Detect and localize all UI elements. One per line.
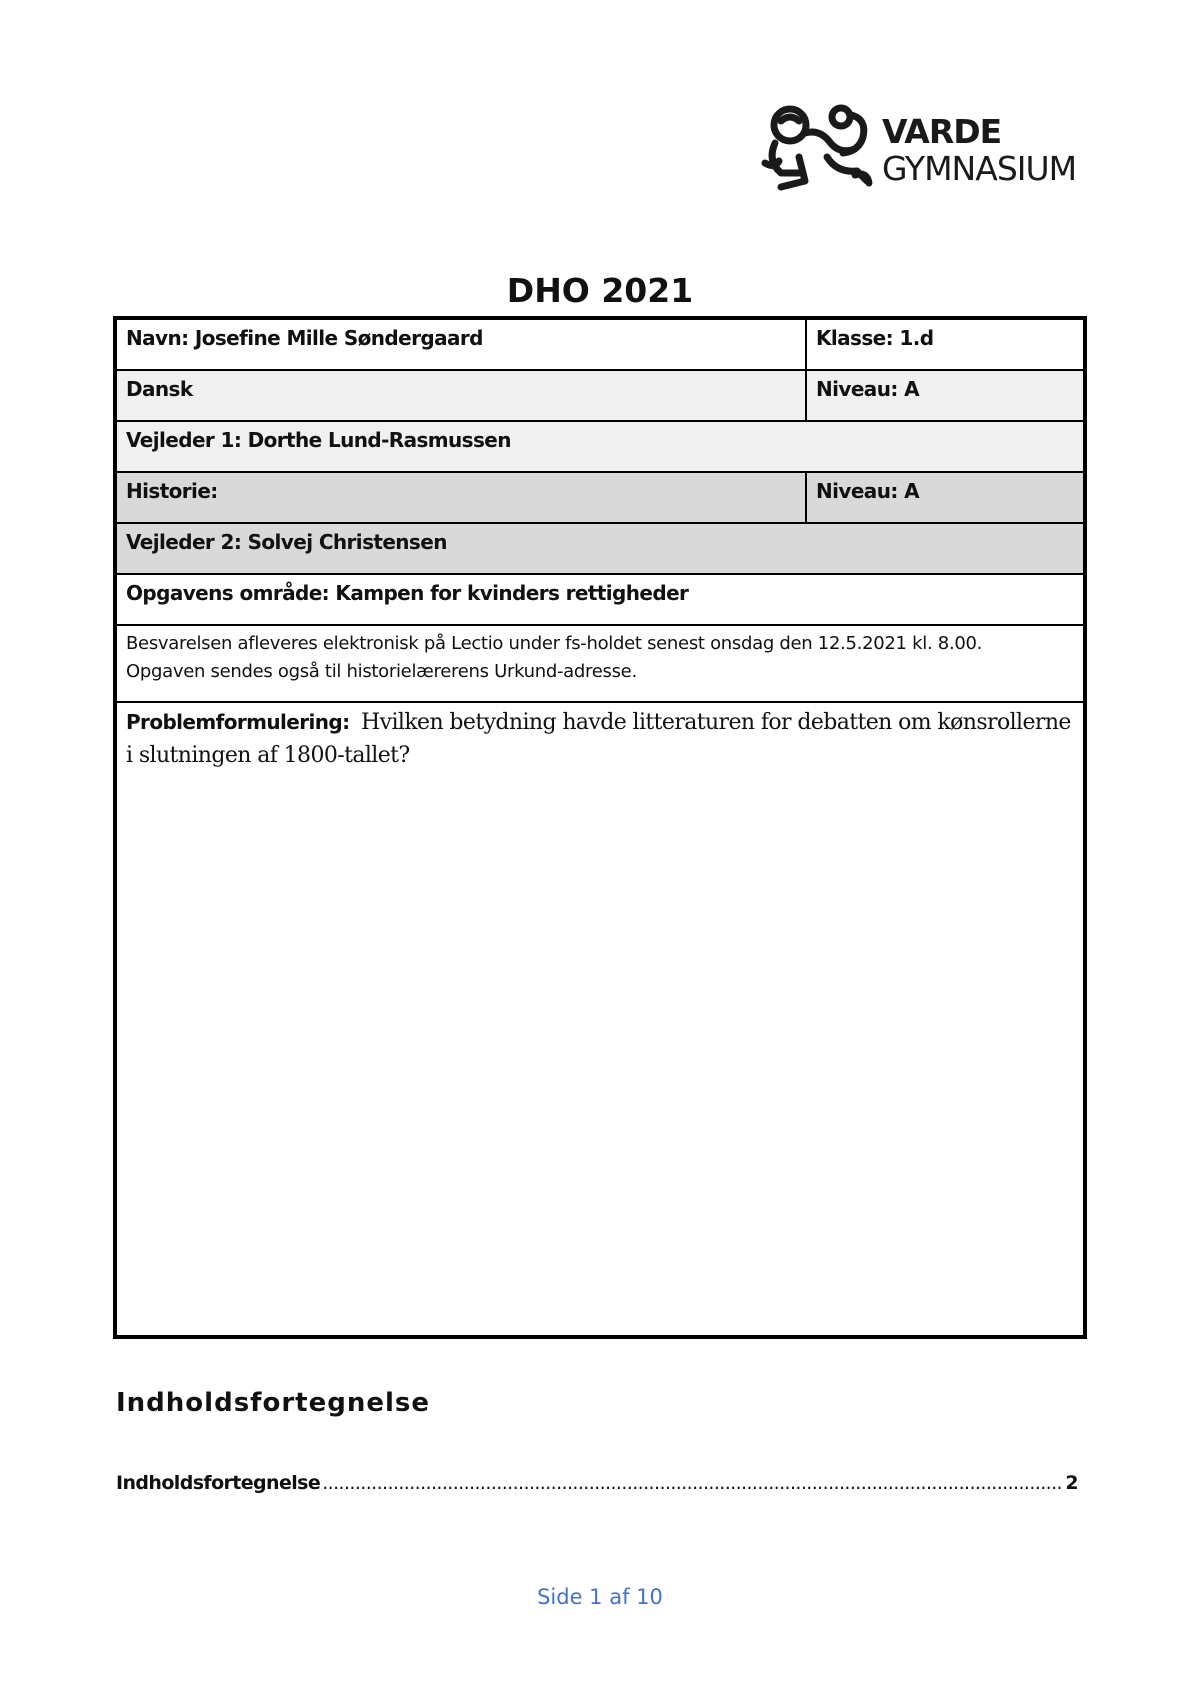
- row-advisor-1: [117, 422, 1083, 473]
- logo-wordmark: [882, 112, 1077, 188]
- row-problem: [117, 703, 1083, 1335]
- row-notice: [117, 626, 1083, 703]
- row-advisor-2: [117, 524, 1083, 575]
- submission-notice: [117, 626, 1083, 701]
- problem-label: Problemformulering:: [126, 710, 350, 734]
- notice-line-1: Besvarelsen afleveres elektronisk på Lectio under fs-holdet senest onsdag den 12.5.2021 kl. 8.00.: [126, 633, 983, 654]
- row-name: [117, 320, 1083, 371]
- problem-text: Hvilken betydning havde litteraturen for debatten om kønsrollerne i slutningen af 1800-tallet?: [126, 710, 1071, 768]
- assignment-area: Opgavens område: Kampen for kvinders rettigheder: [126, 581, 689, 605]
- toc-leader: [322, 1472, 1063, 1494]
- advisor-1: Vejleder 1: Dorthe Lund-Rasmussen: [126, 428, 511, 452]
- subject-1: Dansk: [126, 377, 193, 401]
- problem-statement: [117, 703, 1083, 1335]
- student-class: Klasse: 1.d: [805, 320, 1083, 369]
- lion-icon: [755, 101, 880, 199]
- assignment-form-table: [113, 316, 1087, 1339]
- logo-line-1: VARDE: [882, 112, 1002, 151]
- toc-entry[interactable]: [116, 1472, 1078, 1494]
- row-subject-2: [117, 473, 1083, 524]
- notice-line-2: Opgaven sendes også til historielærerens Urkund-adresse.: [126, 661, 637, 682]
- row-subject-1: [117, 371, 1083, 422]
- page-footer: Side 1 af 10: [537, 1585, 663, 1609]
- level-2: Niveau: A: [805, 473, 1087, 522]
- document-title: DHO 2021: [506, 271, 694, 310]
- level-1: Niveau: A: [805, 371, 1087, 420]
- logo-line-2: GYMNASIUM: [882, 149, 1077, 188]
- toc-entry-label: Indholdsfortegnelse: [116, 1472, 321, 1494]
- toc-entry-page: 2: [1065, 1472, 1078, 1494]
- school-logo: [755, 100, 1095, 200]
- advisor-2: Vejleder 2: Solvej Christensen: [126, 530, 447, 554]
- toc-heading: Indholdsfortegnelse: [116, 1388, 431, 1418]
- row-area: [117, 575, 1083, 626]
- subject-2: Historie:: [126, 479, 218, 503]
- student-name: Navn: Josefine Mille Søndergaard: [126, 326, 483, 350]
